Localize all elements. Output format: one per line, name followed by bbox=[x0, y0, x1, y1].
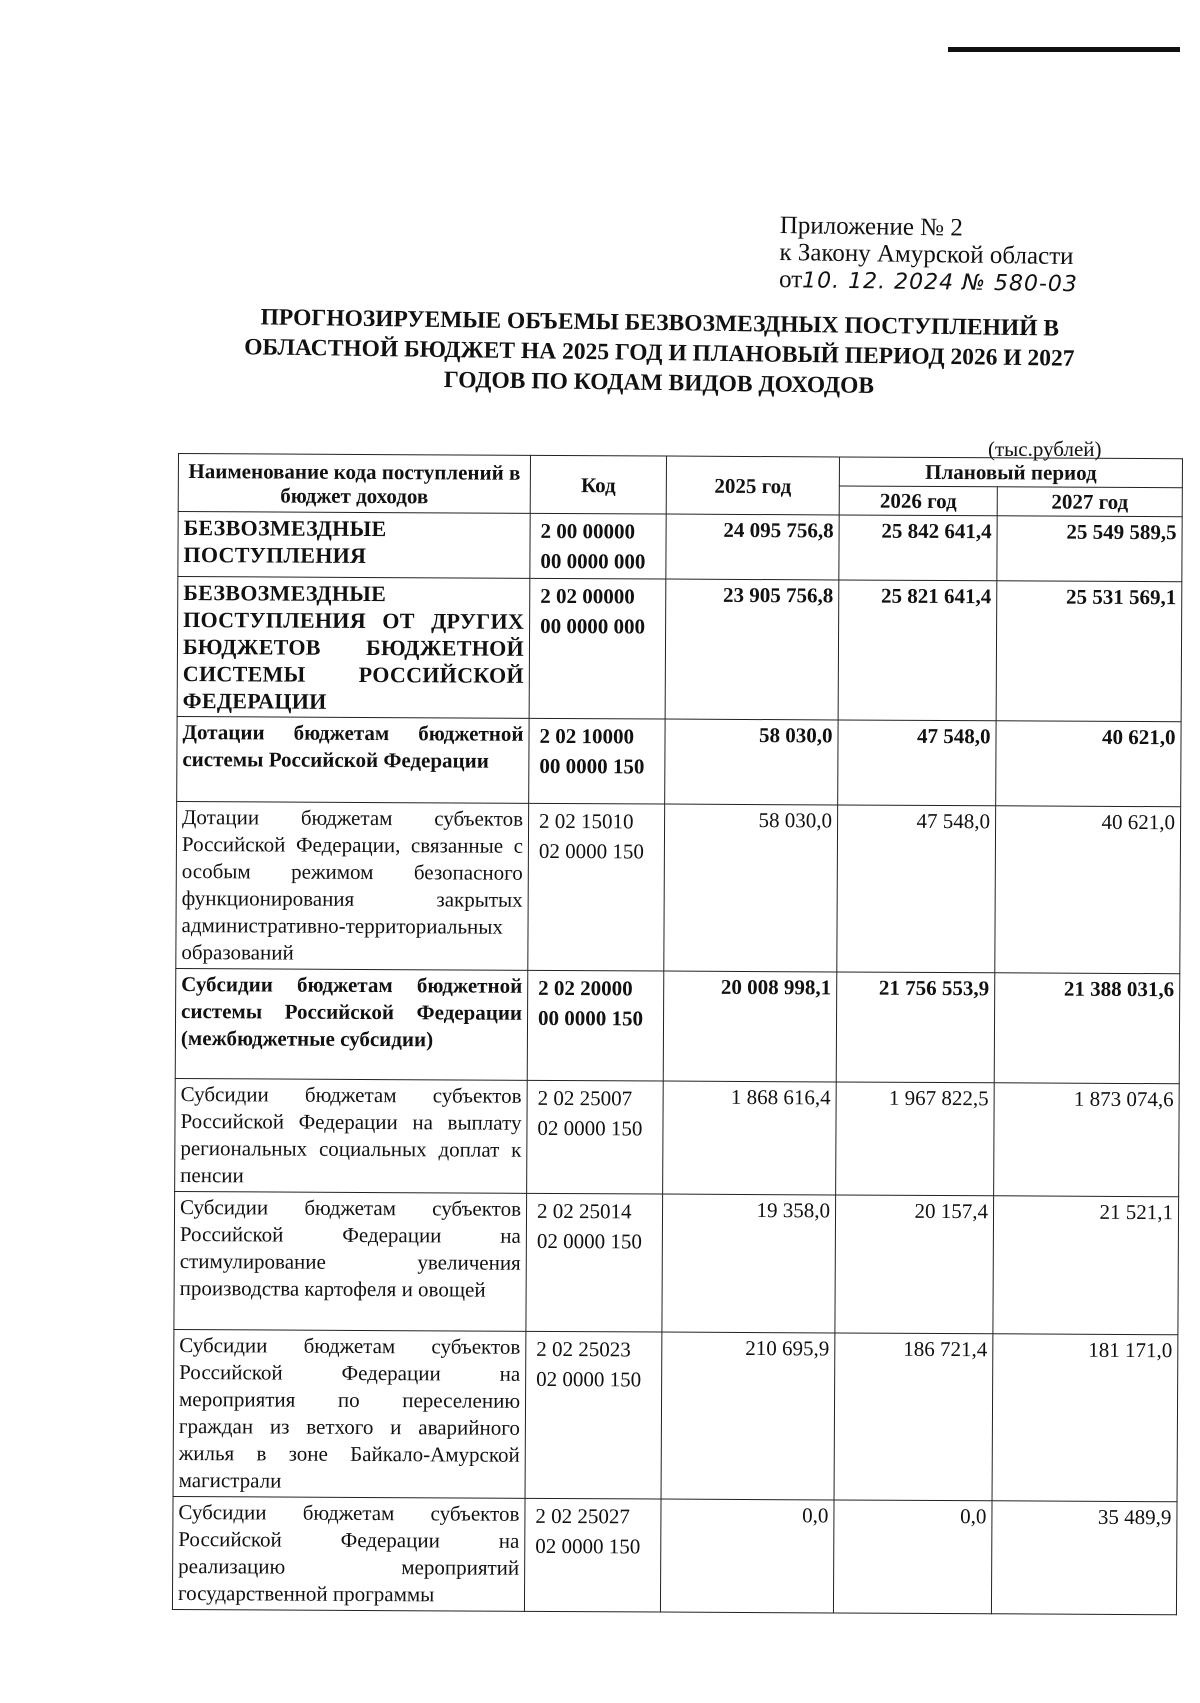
row-2026: 186 721,4 bbox=[834, 1333, 993, 1501]
row-2026: 0,0 bbox=[833, 1500, 992, 1614]
row-2025: 24 095 756,8 bbox=[666, 514, 839, 580]
scan-top-line bbox=[948, 47, 1180, 52]
row-code: 2 02 10000 00 0000 150 bbox=[529, 718, 665, 804]
row-2027: 40 621,0 bbox=[996, 721, 1181, 807]
appendix-date-prefix: от bbox=[778, 265, 803, 294]
table-row bbox=[178, 512, 1182, 582]
row-2027: 1 873 074,6 bbox=[994, 1083, 1180, 1197]
row-2026: 47 548,0 bbox=[837, 805, 996, 973]
row-2025: 58 030,0 bbox=[665, 719, 838, 805]
row-2025: 19 358,0 bbox=[662, 1194, 836, 1333]
row-name: Дотации бюджетам субъектов Российской Федерации, связанные с особым режимом безопасного функционирования закрытых административно-территориальных образований bbox=[176, 801, 529, 970]
header-2025: 2025 год bbox=[666, 456, 839, 515]
header-2027: 2027 год bbox=[997, 487, 1182, 517]
row-2027: 40 621,0 bbox=[995, 806, 1181, 974]
row-name: Субсидии бюджетам субъектов Российской Федерации на стимулирование увеличения производства картофеля и овощей bbox=[174, 1191, 527, 1331]
row-2026: 47 548,0 bbox=[838, 720, 996, 806]
header-planned-period: Плановый период bbox=[839, 457, 1182, 488]
table-row bbox=[175, 1078, 1180, 1196]
table-row bbox=[172, 1496, 1177, 1614]
row-code: 2 02 25027 02 0000 150 bbox=[524, 1498, 661, 1612]
row-2026: 1 967 822,5 bbox=[836, 1082, 995, 1196]
row-code: 2 00 00000 00 0000 000 bbox=[530, 513, 666, 579]
row-2027: 25 531 569,1 bbox=[996, 581, 1182, 722]
row-2025: 0,0 bbox=[660, 1499, 834, 1613]
row-name: Субсидии бюджетам бюджетной системы Российской Федерации (межбюджетные субсидии) bbox=[175, 968, 528, 1080]
row-2027: 35 489,9 bbox=[991, 1501, 1177, 1615]
row-name: БЕЗВОЗМЕЗДНЫЕ ПОСТУПЛЕНИЯ bbox=[178, 512, 530, 579]
row-code: 2 02 25014 02 0000 150 bbox=[526, 1193, 663, 1332]
header-2026: 2026 год bbox=[839, 486, 997, 516]
table-row bbox=[174, 1191, 1179, 1334]
row-2026: 21 756 553,9 bbox=[836, 972, 995, 1083]
row-2027: 21 388 031,6 bbox=[994, 973, 1180, 1084]
row-2025: 20 008 998,1 bbox=[663, 971, 837, 1082]
row-2026: 20 157,4 bbox=[835, 1195, 994, 1334]
row-name: Дотации бюджетам бюджетной системы Российской Федерации bbox=[177, 716, 529, 803]
row-code: 2 02 20000 00 0000 150 bbox=[527, 970, 664, 1081]
row-2027: 181 171,0 bbox=[992, 1334, 1178, 1502]
row-name: БЕЗВОЗМЕЗДНЫЕ ПОСТУПЛЕНИЯ ОТ ДРУГИХ БЮДЖЕТОВ БЮДЖЕТНОЙ СИСТЕМЫ РОССИЙСКОЙ ФЕДЕРАЦИИ bbox=[177, 577, 530, 719]
row-2025: 210 695,9 bbox=[661, 1332, 835, 1500]
row-2026: 25 842 641,4 bbox=[839, 515, 997, 581]
header-name: Наименование кода поступлений в бюджет доходов bbox=[178, 454, 530, 514]
units-label: (тыс.рублей) bbox=[988, 437, 1102, 461]
row-2027: 21 521,1 bbox=[993, 1196, 1179, 1335]
table-row bbox=[177, 577, 1182, 722]
revenue-table-wrapper bbox=[172, 453, 1183, 1615]
table-row bbox=[176, 801, 1181, 973]
row-code: 2 02 25007 02 0000 150 bbox=[527, 1080, 664, 1194]
row-name: Субсидии бюджетам субъектов Российской Федерации на мероприятия по переселению граждан из ветхого и аварийного жилья в зоне Байкало-Амурской магистрали bbox=[173, 1329, 526, 1498]
row-code: 2 02 15010 02 0000 150 bbox=[528, 803, 665, 971]
row-2026: 25 821 641,4 bbox=[838, 580, 997, 721]
row-code: 2 02 25023 02 0000 150 bbox=[525, 1331, 662, 1499]
header-code: Код bbox=[530, 455, 666, 514]
table-row bbox=[175, 968, 1180, 1083]
row-code: 2 02 00000 00 0000 000 bbox=[529, 578, 666, 719]
row-2025: 23 905 756,8 bbox=[665, 579, 839, 720]
row-name: Субсидии бюджетам субъектов Российской Федерации на выплату региональных социальных доплат к пенсии bbox=[175, 1078, 528, 1193]
table-row bbox=[177, 716, 1181, 806]
table-row bbox=[173, 1329, 1178, 1501]
appendix-number: Приложение № 2 bbox=[779, 212, 964, 242]
appendix-block bbox=[779, 212, 1079, 298]
revenue-table bbox=[172, 453, 1183, 1615]
row-2025: 1 868 616,4 bbox=[663, 1081, 837, 1195]
row-name: Субсидии бюджетам субъектов Российской Федерации на реализацию мероприятий государственной программы bbox=[172, 1496, 525, 1611]
appendix-date-line bbox=[779, 266, 1078, 298]
row-2027: 25 549 589,5 bbox=[997, 516, 1182, 582]
appendix-law: к Закону Амурской области bbox=[779, 238, 1074, 271]
handwritten-date-number: 10. 12. 2024 № 580-03 bbox=[801, 268, 1079, 298]
row-2025: 58 030,0 bbox=[664, 804, 838, 972]
document-title: ПРОГНОЗИРУЕМЫЕ ОБЪЕМЫ БЕЗВОЗМЕЗДНЫХ ПОСТУПЛЕНИЙ В ОБЛАСТНОЙ БЮДЖЕТ НА 2025 ГОД И ПЛАНОВЫЙ ПЕРИОД 2026 И 2027 ГОДОВ ПО КОДАМ ВИДОВ ДОХОДОВ bbox=[244, 304, 1075, 399]
